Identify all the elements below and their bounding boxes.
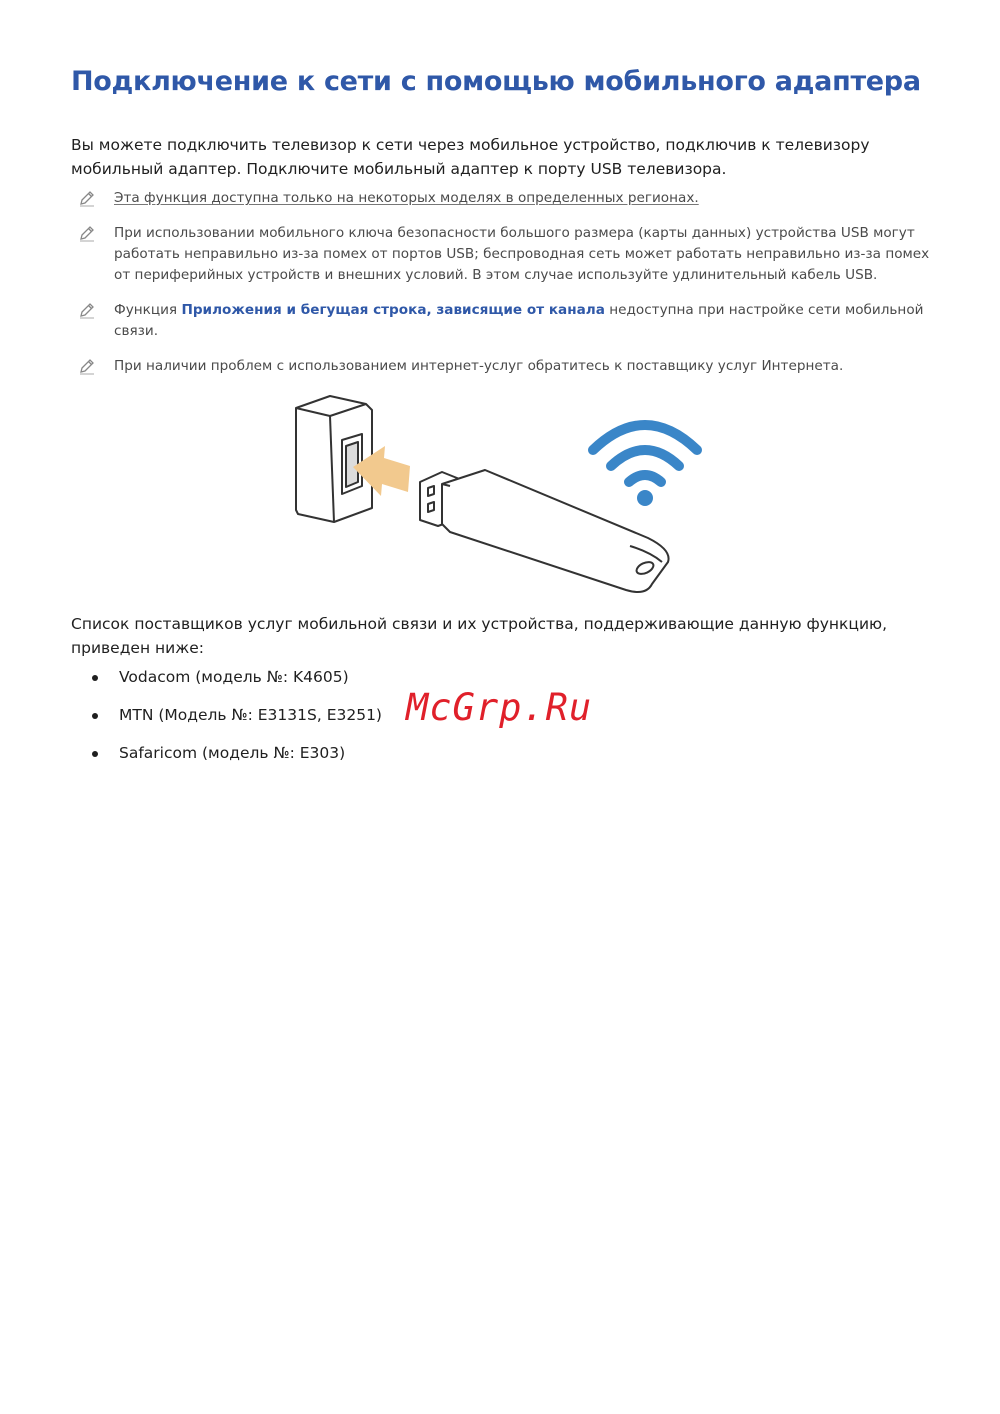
wifi-icon <box>593 425 697 482</box>
providers-intro: Список поставщиков услуг мобильной связи и их устройства, поддерживающие данную функцию, приведен ниже: <box>71 615 888 657</box>
bullet-icon <box>92 751 98 757</box>
notes-list <box>78 188 938 391</box>
usb-adapter-illustration <box>290 390 720 605</box>
bullet-icon <box>92 713 98 719</box>
note-text-suffix: недоступна при настройке сети мобильной связи. <box>114 302 924 339</box>
pencil-icon <box>78 301 96 319</box>
bullet-icon <box>92 675 98 681</box>
pencil-icon <box>78 189 96 207</box>
note-item <box>78 188 938 209</box>
note-text: При наличии проблем с использованием интернет-услуг обратитесь к поставщику услуг Интернета. <box>114 358 844 374</box>
note-text: При использовании мобильного ключа безопасности большого размера (карты данных) устройства USB могут работать неправильно из-за помех от портов USB; беспроводная сеть может работать неправильно из-за помех от периферийных устройств и внешних условий. В этом случае используйте удлинительный кабель USB. <box>114 225 930 283</box>
provider-item <box>90 665 382 689</box>
wifi-dot <box>637 490 653 506</box>
watermark: McGrp.Ru <box>406 686 593 729</box>
provider-item <box>90 741 382 765</box>
usb-port-icon <box>296 396 372 522</box>
feature-name: Приложения и бегущая строка, зависящие от канала <box>181 302 605 318</box>
provider-item <box>90 703 382 727</box>
pencil-icon <box>78 224 96 242</box>
pencil-icon <box>78 357 96 375</box>
note-item <box>78 356 938 377</box>
note-text-prefix: Функция <box>114 302 182 318</box>
providers-list <box>90 665 382 779</box>
provider-text: Vodacom (модель №: K4605) <box>119 668 349 686</box>
page-title: Подключение к сети с помощью мобильного адаптера <box>71 66 921 97</box>
note-text: Эта функция доступна только на некоторых моделях в определенных регионах. <box>114 190 699 206</box>
note-item <box>78 300 938 342</box>
usb-modem-icon <box>420 470 669 592</box>
provider-text: Safaricom (модель №: E303) <box>119 744 346 762</box>
provider-text: MTN (Модель №: E3131S, E3251) <box>119 706 382 724</box>
intro-paragraph: Вы можете подключить телевизор к сети через мобильное устройство, подключив к телевизору мобильный адаптер. Подключите мобильный адаптер к порту USB телевизора. <box>71 136 870 178</box>
note-item <box>78 223 938 286</box>
